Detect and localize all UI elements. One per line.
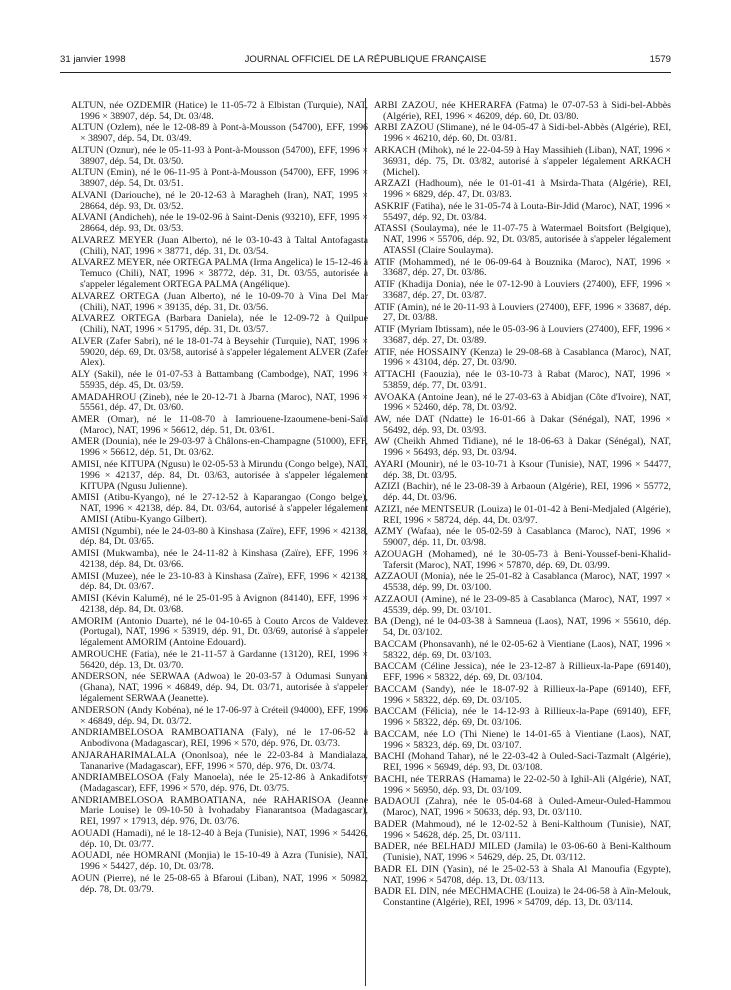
- naturalization-entry: ARBI ZAZOU (Slimane), né le 04-05-47 à Sidi-bel-Abbès (Algérie), REI, 1996 × 46210, dép. 60, Dt. 03/81.: [374, 122, 671, 145]
- naturalization-entry: BACCAM, née LO (Thi Niene) le 14-01-65 à Vientiane (Laos), NAT, 1996 × 58323, dép. 69, Dt. 03/107.: [374, 728, 671, 751]
- naturalization-entry: AMISI (Mukwamba), née le 24-11-82 à Kinshasa (Zaïre), EFF, 1996 × 42138, dép. 84, Dt. 03/66.: [71, 548, 368, 570]
- naturalization-entry: ATIF (Myriam Ibtissam), née le 05-03-96 à Louviers (27400), EFF, 1996 × 33687, dép. 27, Dt. 03/89.: [374, 324, 671, 346]
- naturalization-entry: ALVAREZ MEYER, née ORTEGA PALMA (Irma Angelica) le 15-12-46 à Temuco (Chili), NAT, 1996 × 38772, dép. 31, Dt. 03/55, autorisée à s'appeler légalement ORTEGA PALMA (Angélique).: [71, 257, 368, 291]
- naturalization-entry: AZIZI, née MENTSEUR (Louiza) le 01-01-42 à Beni-Medjaled (Algérie), REI, 1996 × 58724, dép. 44, Dt. 03/97.: [374, 503, 671, 526]
- naturalization-entry: ARBI ZAZOU, née KHERARFA (Fatma) le 07-07-53 à Sidi-bel-Abbès (Algérie), REI, 1996 × 46209, dép. 60, Dt. 03/80.: [374, 100, 671, 122]
- naturalization-entry: ANDRIAMBELOSOA (Faly Manoela), née le 25-12-86 à Ankadifotsy (Madagascar), EFF, 1996 × 570, dép. 976, Dt. 03/75.: [71, 772, 368, 794]
- naturalization-entry: ATTACHI (Faouzia), née le 03-10-73 à Rabat (Maroc), NAT, 1996 × 53859, dép. 77, Dt. 03/91.: [374, 369, 671, 391]
- naturalization-entry: AVOAKA (Antoine Jean), né le 27-03-63 à Abidjan (Côte d'Ivoire), NAT, 1996 × 52460, dép. 78, Dt. 03/92.: [374, 391, 671, 414]
- naturalization-entry: ALTUN (Oznur), née le 05-11-93 à Pont-à-Mousson (54700), EFF, 1996 × 38907, dép. 54, Dt. 03/50.: [71, 144, 368, 167]
- naturalization-entry: ALTUN (Ozlem), née le 12-08-89 à Pont-à-Mousson (54700), EFF, 1996 × 38907, dép. 54, Dt. 03/49.: [71, 122, 368, 145]
- naturalization-entry: AMROUCHE (Fatia), née le 21-11-57 à Gardanne (13120), REI, 1996 × 56420, dép. 13, Dt. 03/70.: [71, 648, 368, 671]
- naturalization-entry: BACHI, née TERRAS (Hamama) le 22-02-50 à Ighil-Ali (Algérie), NAT, 1996 × 56950, dép. 93, Dt. 03/109.: [374, 773, 671, 796]
- naturalization-entry: ALTUN (Emin), né le 06-11-95 à Pont-à-Mousson (54700), EFF, 1996 × 38907, dép. 54, Dt. 03/51.: [71, 167, 368, 190]
- naturalization-entry: ATIF, née HOSSAINY (Kenza) le 29-08-68 à Casablanca (Maroc), NAT, 1996 × 43104, dép. 27, Dt. 03/90.: [374, 346, 671, 369]
- naturalization-entry: AOUADI, née HOMRANI (Monjia) le 15-10-49 à Azra (Tunisie), NAT, 1996 × 54427, dép. 10, Dt. 03/78.: [71, 850, 368, 873]
- naturalization-entry: AMADAHROU (Zineb), née le 20-12-71 à Jbarna (Maroc), NAT, 1996 × 55561, dép. 47, Dt. 03/60.: [71, 391, 368, 414]
- naturalization-entry: AMISI (Atibu-Kyango), né le 27-12-52 à Kaparangao (Congo belge), NAT, 1996 × 42138, dép. 84, Dt. 03/64, autorisé à s'appeler légalement AMISI (Atibu-Kyango Gilbert).: [71, 492, 368, 525]
- naturalization-entry: ASKRIF (Fatiha), née le 31-05-74 à Louta-Bir-Jdid (Maroc), NAT, 1996 × 55497, dép. 92, Dt. 03/84.: [374, 200, 671, 223]
- page-header: [60, 54, 671, 70]
- naturalization-entry: ALVAREZ ORTEGA (Barbara Daniela), née le 12-09-72 à Quilpue (Chili), NAT, 1996 × 51795, dép. 31, Dt. 03/57.: [71, 313, 368, 336]
- naturalization-entry: BACCAM (Sandy), née le 18-07-92 à Rillieux-la-Pape (69140), EFF, 1996 × 58322, dép. 69, Dt. 03/105.: [374, 683, 671, 706]
- naturalization-entry: BACHI (Mohand Tahar), né le 22-03-42 à Ouled-Saci-Tazmalt (Algérie), REI, 1996 × 56949, dép. 93, Dt. 03/108.: [374, 751, 671, 774]
- column-divider: [365, 98, 366, 986]
- left-column: [71, 101, 368, 896]
- naturalization-entry: BACCAM (Céline Jessica), née le 23-12-87 à Rillieux-la-Pape (69140), EFF, 1996 × 58322, dép. 69, Dt. 03/104.: [374, 661, 671, 684]
- naturalization-entry: AMISI (Kévin Kalumé), né le 25-01-95 à Avignon (84140), EFF, 1996 × 42138, dép. 84, Dt. 03/68.: [71, 593, 368, 615]
- naturalization-entry: AW (Cheikh Ahmed Tidiane), né le 18-06-63 à Dakar (Sénégal), NAT, 1996 × 56493, dép. 93, Dt. 03/94.: [374, 436, 671, 459]
- header-rule: [60, 72, 671, 73]
- page-number: 1579: [649, 54, 671, 65]
- naturalization-entry: ALVAREZ MEYER (Juan Alberto), né le 03-10-43 à Taltal Antofagasta (Chili), NAT, 1996 × 38771, dép. 31, Dt. 03/54.: [71, 234, 368, 257]
- naturalization-entry: AMER (Omar), né le 11-08-70 à Iamriouene-Izaoumene-beni-Saïd (Maroc), NAT, 1996 × 56612, dép. 51, Dt. 03/61.: [71, 413, 368, 436]
- naturalization-entry: ANDERSON (Andy Kobéna), né le 17-06-97 à Créteil (94000), EFF, 1996 × 46849, dép. 94, Dt. 03/72.: [71, 704, 368, 727]
- naturalization-entry: ALVAREZ ORTEGA (Juan Alberto), né le 10-09-70 à Vina Del Mar (Chili), NAT, 1996 × 39135, dép. 31, Dt. 03/56.: [71, 290, 368, 313]
- naturalization-entry: AZIZI (Bachir), né le 23-08-39 à Arbaoun (Algérie), REI, 1996 × 55772, dép. 44, Dt. 03/96.: [374, 481, 671, 504]
- right-column: [374, 101, 671, 910]
- naturalization-entry: BACCAM (Félicia), née le 14-12-93 à Rillieux-la-Pape (69140), EFF, 1996 × 58322, dép. 69, Dt. 03/106.: [374, 706, 671, 729]
- naturalization-entry: ATIF (Amin), né le 20-11-93 à Louviers (27400), EFF, 1996 × 33687, dép. 27, Dt. 03/88.: [374, 301, 671, 324]
- naturalization-entry: AZMY (Wafaa), née le 05-02-59 à Casablanca (Maroc), NAT, 1996 × 59007, dép. 11, Dt. 03/98.: [374, 526, 671, 549]
- naturalization-entry: ANDRIAMBELOSOA RAMBOATIANA, née RAHARISOA (Jeanne Marie Louise) le 09-10-50 à Ivohadaby Fianarantsoa (Madagascar), REI, 1997 × 17913, dép. 976, Dt. 03/76.: [71, 794, 368, 828]
- naturalization-entry: ATIF (Mohammed), né le 06-09-64 à Bouznika (Maroc), NAT, 1996 × 33687, dép. 27, Dt. 03/86.: [374, 256, 671, 279]
- naturalization-entry: BADR EL DIN, née MECHMACHE (Louiza) le 24-06-58 à Aïn-Melouk, Constantine (Algérie), REI, 1996 × 54709, dép. 13, Dt. 03/114.: [374, 886, 671, 908]
- naturalization-entry: BACCAM (Phonsavanh), né le 02-05-62 à Vientiane (Laos), NAT, 1996 × 58322, dép. 69, Dt. 03/103.: [374, 638, 671, 661]
- naturalization-entry: BADR EL DIN (Yasin), né le 25-02-53 à Shala Al Manoufia (Egypte), NAT, 1996 × 54708, dép. 13, Dt. 03/113.: [374, 863, 671, 886]
- naturalization-entry: ALVANI (Dariouche), né le 20-12-63 à Maragheh (Iran), NAT, 1995 × 28664, dép. 93, Dt. 03/52.: [71, 189, 368, 212]
- naturalization-entry: AZOUAGH (Mohamed), né le 30-05-73 à Beni-Youssef-beni-Khalid-Tafersit (Maroc), NAT, 1996 × 57870, dép. 69, Dt. 03/99.: [374, 548, 671, 571]
- naturalization-entry: BADER (Mahmoud), né le 12-02-52 à Beni-Kalthoum (Tunisie), NAT, 1996 × 54628, dép. 25, Dt. 03/111.: [374, 818, 671, 841]
- naturalization-entry: AZZAOUI (Amine), né le 23-09-85 à Casablanca (Maroc), NAT, 1997 × 45539, dép. 99, Dt. 03/101.: [374, 593, 671, 616]
- naturalization-entry: ATASSI (Soulayma), née le 11-07-75 à Watermael Boitsfort (Belgique), NAT, 1996 × 55706, dép. 92, Dt. 03/85, autorisée à s'appeler légalement ATASSI (Claire Soulayma).: [374, 223, 671, 256]
- naturalization-entry: AMISI (Muzee), née le 23-10-83 à Kinshasa (Zaïre), EFF, 1996 × 42138, dép. 84, Dt. 03/67.: [71, 570, 368, 593]
- naturalization-entry: ANDRIAMBELOSOA RAMBOATIANA (Faly), né le 17-06-52 à Anbodivona (Madagascar), REI, 1996 × 570, dép. 976, Dt. 03/73.: [71, 727, 368, 750]
- header-date: 31 janvier 1998: [60, 54, 126, 65]
- naturalization-entry: AOUN (Pierre), né le 25-08-65 à Bfaroui (Liban), NAT, 1996 × 50982, dép. 78, Dt. 03/79.: [71, 872, 368, 895]
- naturalization-entry: AMISI (Ngumbi), née le 24-03-80 à Kinshasa (Zaïre), EFF, 1996 × 42138, dép. 84, Dt. 03/65.: [71, 525, 368, 548]
- naturalization-entry: BA (Deng), né le 04-03-38 à Samneua (Laos), NAT, 1996 × 55610, dép. 54, Dt. 03/102.: [374, 616, 671, 639]
- naturalization-entry: AOUADI (Hamadi), né le 18-12-40 à Beja (Tunisie), NAT, 1996 × 54426, dép. 10, Dt. 03/77.: [71, 827, 368, 850]
- naturalization-entry: ARKACH (Mihok), né le 22-04-59 à Hay Massihieh (Liban), NAT, 1996 × 36931, dép. 75, Dt. 03/82, autorisé à s'appeler légalement ARKACH (Michel).: [374, 144, 671, 178]
- naturalization-entry: ATIF (Khadija Donia), née le 07-12-90 à Louviers (27400), EFF, 1996 × 33687, dép. 27, Dt. 03/87.: [374, 279, 671, 301]
- naturalization-entry: ALTUN, née OZDEMIR (Hatice) le 11-05-72 à Elbistan (Turquie), NAT, 1996 × 38907, dép. 54, Dt. 03/48.: [71, 100, 368, 122]
- naturalization-entry: AMER (Dounia), née le 29-03-97 à Châlons-en-Champagne (51000), EFF, 1996 × 56612, dép. 51, Dt. 03/62.: [71, 436, 368, 459]
- naturalization-entry: ARZAZI (Hadhoum), née le 01-01-41 à Msirda-Thata (Algérie), REI, 1996 × 6829, dép. 47, Dt. 03/83.: [374, 178, 671, 201]
- naturalization-entry: BADAOUI (Zahra), née le 05-04-68 à Ouled-Ameur-Ouled-Hammou (Maroc), NAT, 1996 × 50633, dép. 93, Dt. 03/110.: [374, 796, 671, 819]
- naturalization-entry: AMISI, née KITUPA (Ngusu) le 02-05-53 à Mirundu (Congo belge), NAT, 1996 × 42137, dép. 84, Dt. 03/63, autorisée à s'appeler légalement KITUPA (Ngusu Julienne).: [71, 458, 368, 492]
- naturalization-entry: ALY (Sakil), née le 01-07-53 à Battambang (Cambodge), NAT, 1996 × 55935, dép. 45, Dt. 03/59.: [71, 369, 368, 391]
- naturalization-entry: ANDERSON, née SERWAA (Adwoa) le 20-03-57 à Odumasi Sunyani (Ghana), NAT, 1996 × 46849, dép. 94, Dt. 03/71, autorisée à s'appeler légalement SERWAA (Jeanette).: [71, 671, 368, 705]
- naturalization-entry: AYARI (Mounir), né le 03-10-71 à Ksour (Tunisie), NAT, 1996 × 54477, dép. 38, Dt. 03/95.: [374, 458, 671, 481]
- naturalization-entry: ANJARAHARIMALALA (Ononlsoa), née le 22-03-84 à Mandialaza, Tananarive (Madagascar), EFF, 1996 × 570, dép. 976, Dt. 03/74.: [71, 749, 368, 772]
- header-title: JOURNAL OFFICIEL DE LA RÉPUBLIQUE FRANÇAISE: [244, 54, 487, 65]
- naturalization-entry: BADER, née BELHADJ MILED (Jamila) le 03-06-60 à Beni-Kalthoum (Tunisie), NAT, 1996 × 54629, dép. 25, Dt. 03/112.: [374, 841, 671, 864]
- naturalization-entry: ALVER (Zafer Sabri), né le 18-01-74 à Beysehir (Turquie), NAT, 1996 × 59020, dép. 69, Dt. 03/58, autorisé à s'appeler légalement ALVER (Zafer Alex).: [71, 335, 368, 369]
- naturalization-entry: AZZAOUI (Monia), née le 25-01-82 à Casablanca (Maroc), NAT, 1997 × 45538, dép. 99, Dt. 03/100.: [374, 571, 671, 594]
- naturalization-entry: AW, née DAT (Ndatte) le 16-01-66 à Dakar (Sénégal), NAT, 1996 × 56492, dép. 93, Dt. 03/93.: [374, 413, 671, 436]
- naturalization-entry: AMORIM (Antonio Duarte), né le 04-10-65 à Couto Arcos de Valdevez (Portugal), NAT, 1996 × 53919, dép. 91, Dt. 03/69, autorisé à s'appeler légalement AMORIM (Antoine Edouard).: [71, 615, 368, 649]
- naturalization-entry: ALVANI (Andicheh), née le 19-02-96 à Saint-Denis (93210), EFF, 1995 × 28664, dép. 93, Dt. 03/53.: [71, 212, 368, 235]
